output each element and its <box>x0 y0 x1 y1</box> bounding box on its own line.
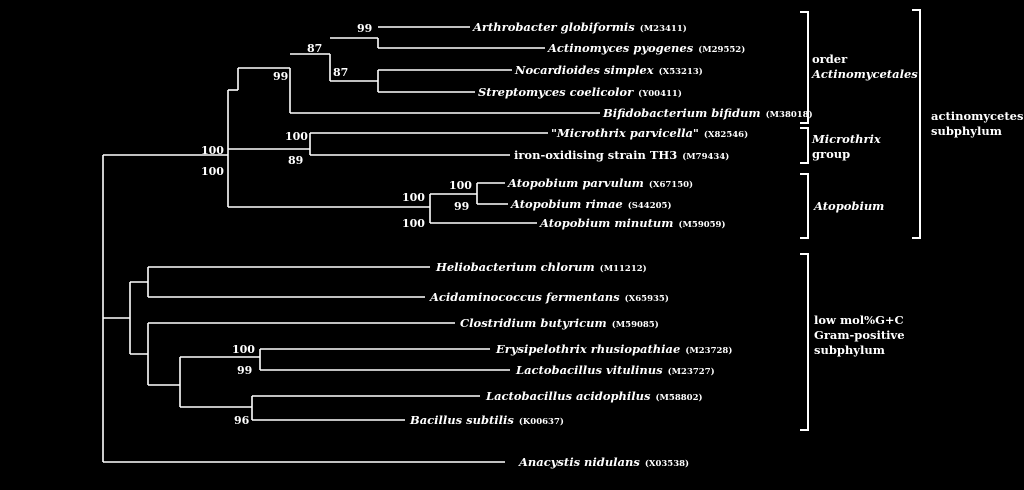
taxon-accession: (X03538) <box>644 459 690 469</box>
taxon-name: iron-oxidising strain TH3 <box>514 148 678 162</box>
bracket-actinomycetes-subphylum <box>912 10 920 238</box>
group-label-line: subphylum <box>814 343 885 357</box>
taxon-name: Bacillus subtilis <box>410 413 514 427</box>
bootstrap-actino-upper: 100 <box>201 144 224 157</box>
bootstrap-microthrix-upper: 100 <box>285 130 308 143</box>
group-label-microthrix-group <box>811 132 881 161</box>
taxon-accession: (M23411) <box>639 24 687 34</box>
taxon-accession: (M59085) <box>611 320 659 330</box>
taxon-label-heliobacterium <box>435 260 647 274</box>
taxon-name: Acidaminococcus fermentans <box>430 290 620 304</box>
taxon-name: Lactobacillus vitulinus <box>516 363 663 377</box>
taxon-name: Anacystis nidulans <box>519 455 640 469</box>
taxon-name: Clostridium butyricum <box>460 316 607 330</box>
taxon-accession: (X67150) <box>648 180 694 190</box>
bracket-microthrix-group <box>800 128 808 163</box>
taxon-label-acidaminococcus <box>429 290 669 304</box>
bootstrap-erys-upper: 100 <box>232 343 255 356</box>
taxon-label-arthrobacter <box>472 20 687 34</box>
taxon-label-anacystis <box>518 455 689 469</box>
taxon-name: Lactobacillus acidophilus <box>486 389 651 403</box>
bracket-order-actinomycetales <box>800 12 808 123</box>
taxon-accession: (M59059) <box>678 220 726 230</box>
bootstrap-atop-pr: 100 <box>449 179 472 192</box>
taxon-label-lactobacillus-acidophilus <box>485 389 703 403</box>
taxon-label-streptomyces <box>478 85 682 99</box>
group-label-low-gc-subphylum <box>814 313 905 357</box>
taxon-accession: (X82546) <box>703 130 749 140</box>
group-label-line: subphylum <box>931 124 1002 138</box>
taxon-name: Streptomyces coelicolor <box>478 85 634 99</box>
bootstrap-atop-rimae: 99 <box>454 200 470 213</box>
group-label-line: Actinomycetales <box>812 67 918 81</box>
bootstrap-actino-core: 99 <box>273 70 289 83</box>
group-label-line: Gram-positive <box>814 328 905 342</box>
bootstrap-atop-minutum: 100 <box>402 217 425 230</box>
taxon-name: Heliobacterium chlorum <box>436 260 595 274</box>
group-label-line: low mol%G+C <box>814 313 904 327</box>
taxon-label-actinomyces <box>547 41 745 55</box>
taxon-label-bifidobacterium <box>602 106 813 120</box>
taxon-accession: (M58802) <box>655 393 703 403</box>
taxon-accession: (M29552) <box>698 45 746 55</box>
group-label-line: Atopobium <box>814 199 885 213</box>
taxon-label-bacillus <box>409 413 564 427</box>
group-label-line: group <box>812 147 851 161</box>
taxon-accession: (X65935) <box>624 294 669 304</box>
group-label-atopobium <box>813 199 884 213</box>
bootstrap-atop-upper: 100 <box>402 191 425 204</box>
taxon-name: Atopobium parvulum <box>508 176 644 190</box>
taxon-accession: (X53213) <box>658 67 703 77</box>
taxon-accession: (M23728) <box>685 346 733 356</box>
bootstrap-actino-lower: 100 <box>201 165 224 178</box>
bootstrap-arth-strep: 87 <box>307 42 323 55</box>
taxon-name: Atopobium rimae <box>511 197 623 211</box>
taxon-accession: (M11212) <box>599 264 647 274</box>
bracket-low-gc-subphylum <box>800 254 808 430</box>
taxon-label-nocardioides <box>514 63 703 77</box>
taxon-label-atopobium-minutum <box>539 216 726 230</box>
taxon-label-clostridium <box>460 316 659 330</box>
taxon-name: Arthrobacter globiformis <box>473 20 635 34</box>
taxon-accession: (Y00411) <box>638 89 682 99</box>
taxon-accession: (S44205) <box>627 201 672 211</box>
bracket-atopobium <box>800 174 808 238</box>
group-label-actinomycetes-subphylum <box>931 109 1023 138</box>
taxon-name: Erysipelothrix rhusiopathiae <box>496 342 681 356</box>
group-label-line: order <box>812 52 848 66</box>
taxon-name: Bifidobacterium bifidum <box>603 106 761 120</box>
taxon-accession: (M38018) <box>765 110 813 120</box>
group-label-order-actinomycetales <box>811 52 918 81</box>
group-label-line: actinomycetes <box>931 109 1024 123</box>
taxon-label-atopobium-parvulum <box>507 176 693 190</box>
taxon-accession: (M79434) <box>682 152 730 162</box>
taxon-name: Actinomyces pyogenes <box>548 41 694 55</box>
taxon-accession: (M23727) <box>667 367 715 377</box>
taxon-accession: (K00637) <box>518 417 564 427</box>
taxon-name: Atopobium minutum <box>540 216 674 230</box>
taxon-name: Nocardioides simplex <box>515 63 654 77</box>
bootstrap-noc-strep: 87 <box>333 66 349 79</box>
taxon-label-microthrix <box>551 126 748 140</box>
bootstrap-bacillus-node: 96 <box>234 414 250 427</box>
taxon-name: "Microthrix parvicella" <box>551 126 699 140</box>
taxon-label-lactobacillus-vitulinus <box>515 363 715 377</box>
bootstrap-arth-act: 99 <box>357 22 373 35</box>
taxon-label-iron-oxidising <box>514 148 729 162</box>
taxon-label-atopobium-rimae <box>510 197 672 211</box>
bootstrap-microthrix-lower: 89 <box>288 154 304 167</box>
group-label-line: Microthrix <box>812 132 881 146</box>
bootstrap-erys-lower: 99 <box>237 364 253 377</box>
taxon-label-erysipelothrix <box>495 342 732 356</box>
